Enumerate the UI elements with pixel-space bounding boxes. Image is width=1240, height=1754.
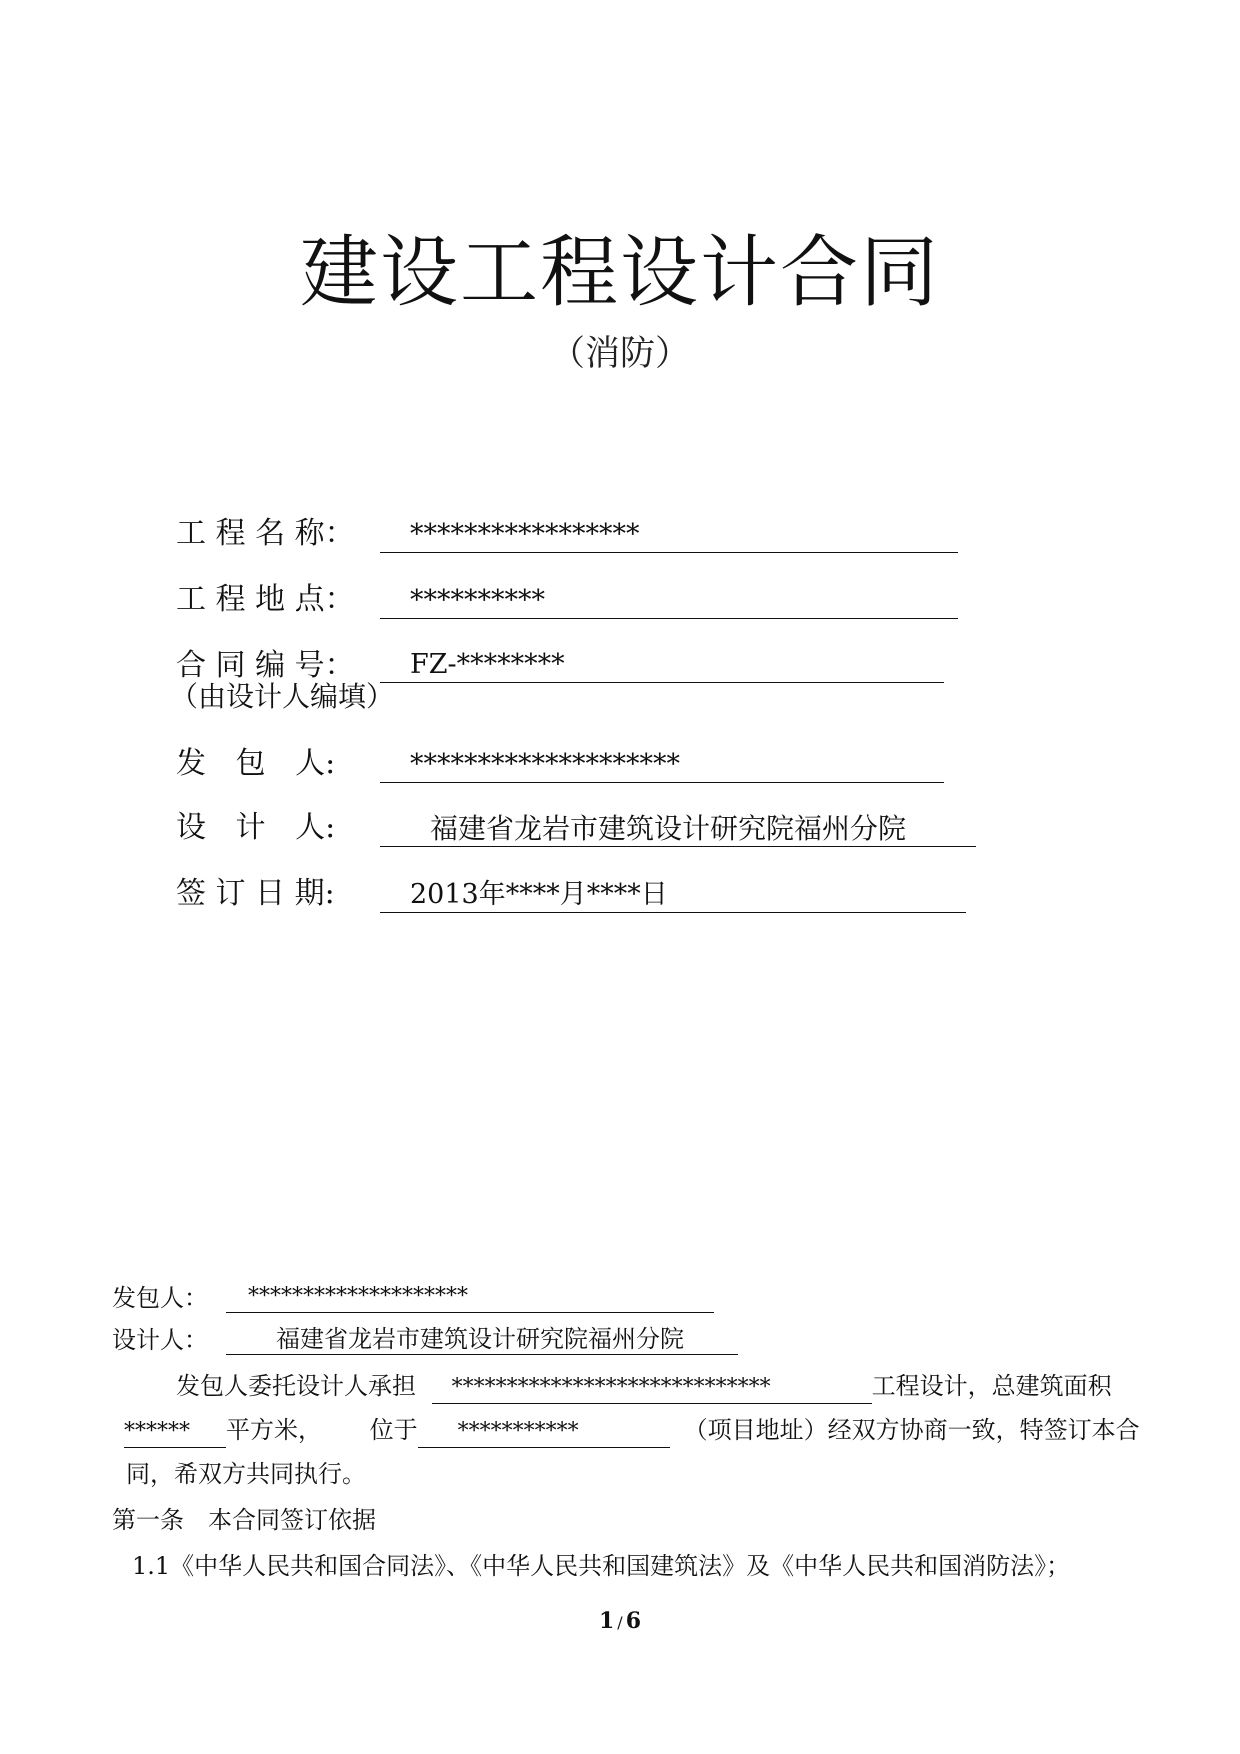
sign-date-label: 签 订 日 期: [176, 876, 335, 911]
intro-location-value: *********** [418, 1417, 670, 1448]
project-name-label: 工 程 名 称： [176, 516, 355, 551]
contract-no-note: （由设计人编填） [170, 680, 395, 713]
page-current: 1 [598, 1608, 615, 1634]
sign-date-value: 2013年****月****日 [380, 878, 966, 913]
document-subtitle: （消防） [549, 334, 690, 374]
contract-no-value: FZ-******** [380, 648, 944, 683]
page-total: 6 [625, 1608, 641, 1634]
article-1-title: 第一条 本合同签订依据 [112, 1506, 376, 1534]
body-designer-label: 设计人： [112, 1326, 208, 1354]
body-client-value: ******************** [226, 1282, 714, 1313]
intro-part1: 发包人委托设计人承担 [176, 1372, 416, 1400]
intro-line-2 [124, 1414, 1140, 1448]
body-client-label: 发包人： [112, 1284, 208, 1312]
client-label: 发 包 人: [176, 746, 336, 781]
intro-line-1 [176, 1370, 1112, 1404]
designer-label: 设 计 人: [176, 810, 336, 845]
document-title: 建设工程设计合同 [299, 228, 940, 318]
page-separator: / [617, 1613, 623, 1632]
intro-part4: 位于 [369, 1416, 418, 1444]
page-number [0, 1608, 1240, 1634]
body-designer-value: 福建省龙岩市建筑设计研究院福州分院 [226, 1324, 738, 1355]
intro-part6: 同，希双方共同执行。 [126, 1460, 366, 1488]
designer-value: 福建省龙岩市建筑设计研究院福州分院 [380, 812, 976, 847]
project-name-value: ***************** [380, 518, 958, 553]
intro-part5: （项目地址）经双方协商一致，特签订本合 [683, 1416, 1140, 1444]
intro-area-value: ****** [124, 1417, 226, 1448]
intro-part3: 平方米， [226, 1416, 322, 1444]
article-1-item-1: 1.1《中华人民共和国合同法》、《中华人民共和国建筑法》及《中华人民共和国消防法》； [132, 1552, 1071, 1580]
project-location-label: 工 程 地 点： [176, 582, 355, 617]
client-value: ******************** [380, 748, 944, 783]
contract-no-label: 合 同 编 号： [176, 648, 355, 683]
intro-project-value: ***************************** [432, 1373, 872, 1404]
intro-part2: 工程设计，总建筑面积 [871, 1372, 1112, 1400]
project-location-value: ********** [380, 584, 958, 619]
